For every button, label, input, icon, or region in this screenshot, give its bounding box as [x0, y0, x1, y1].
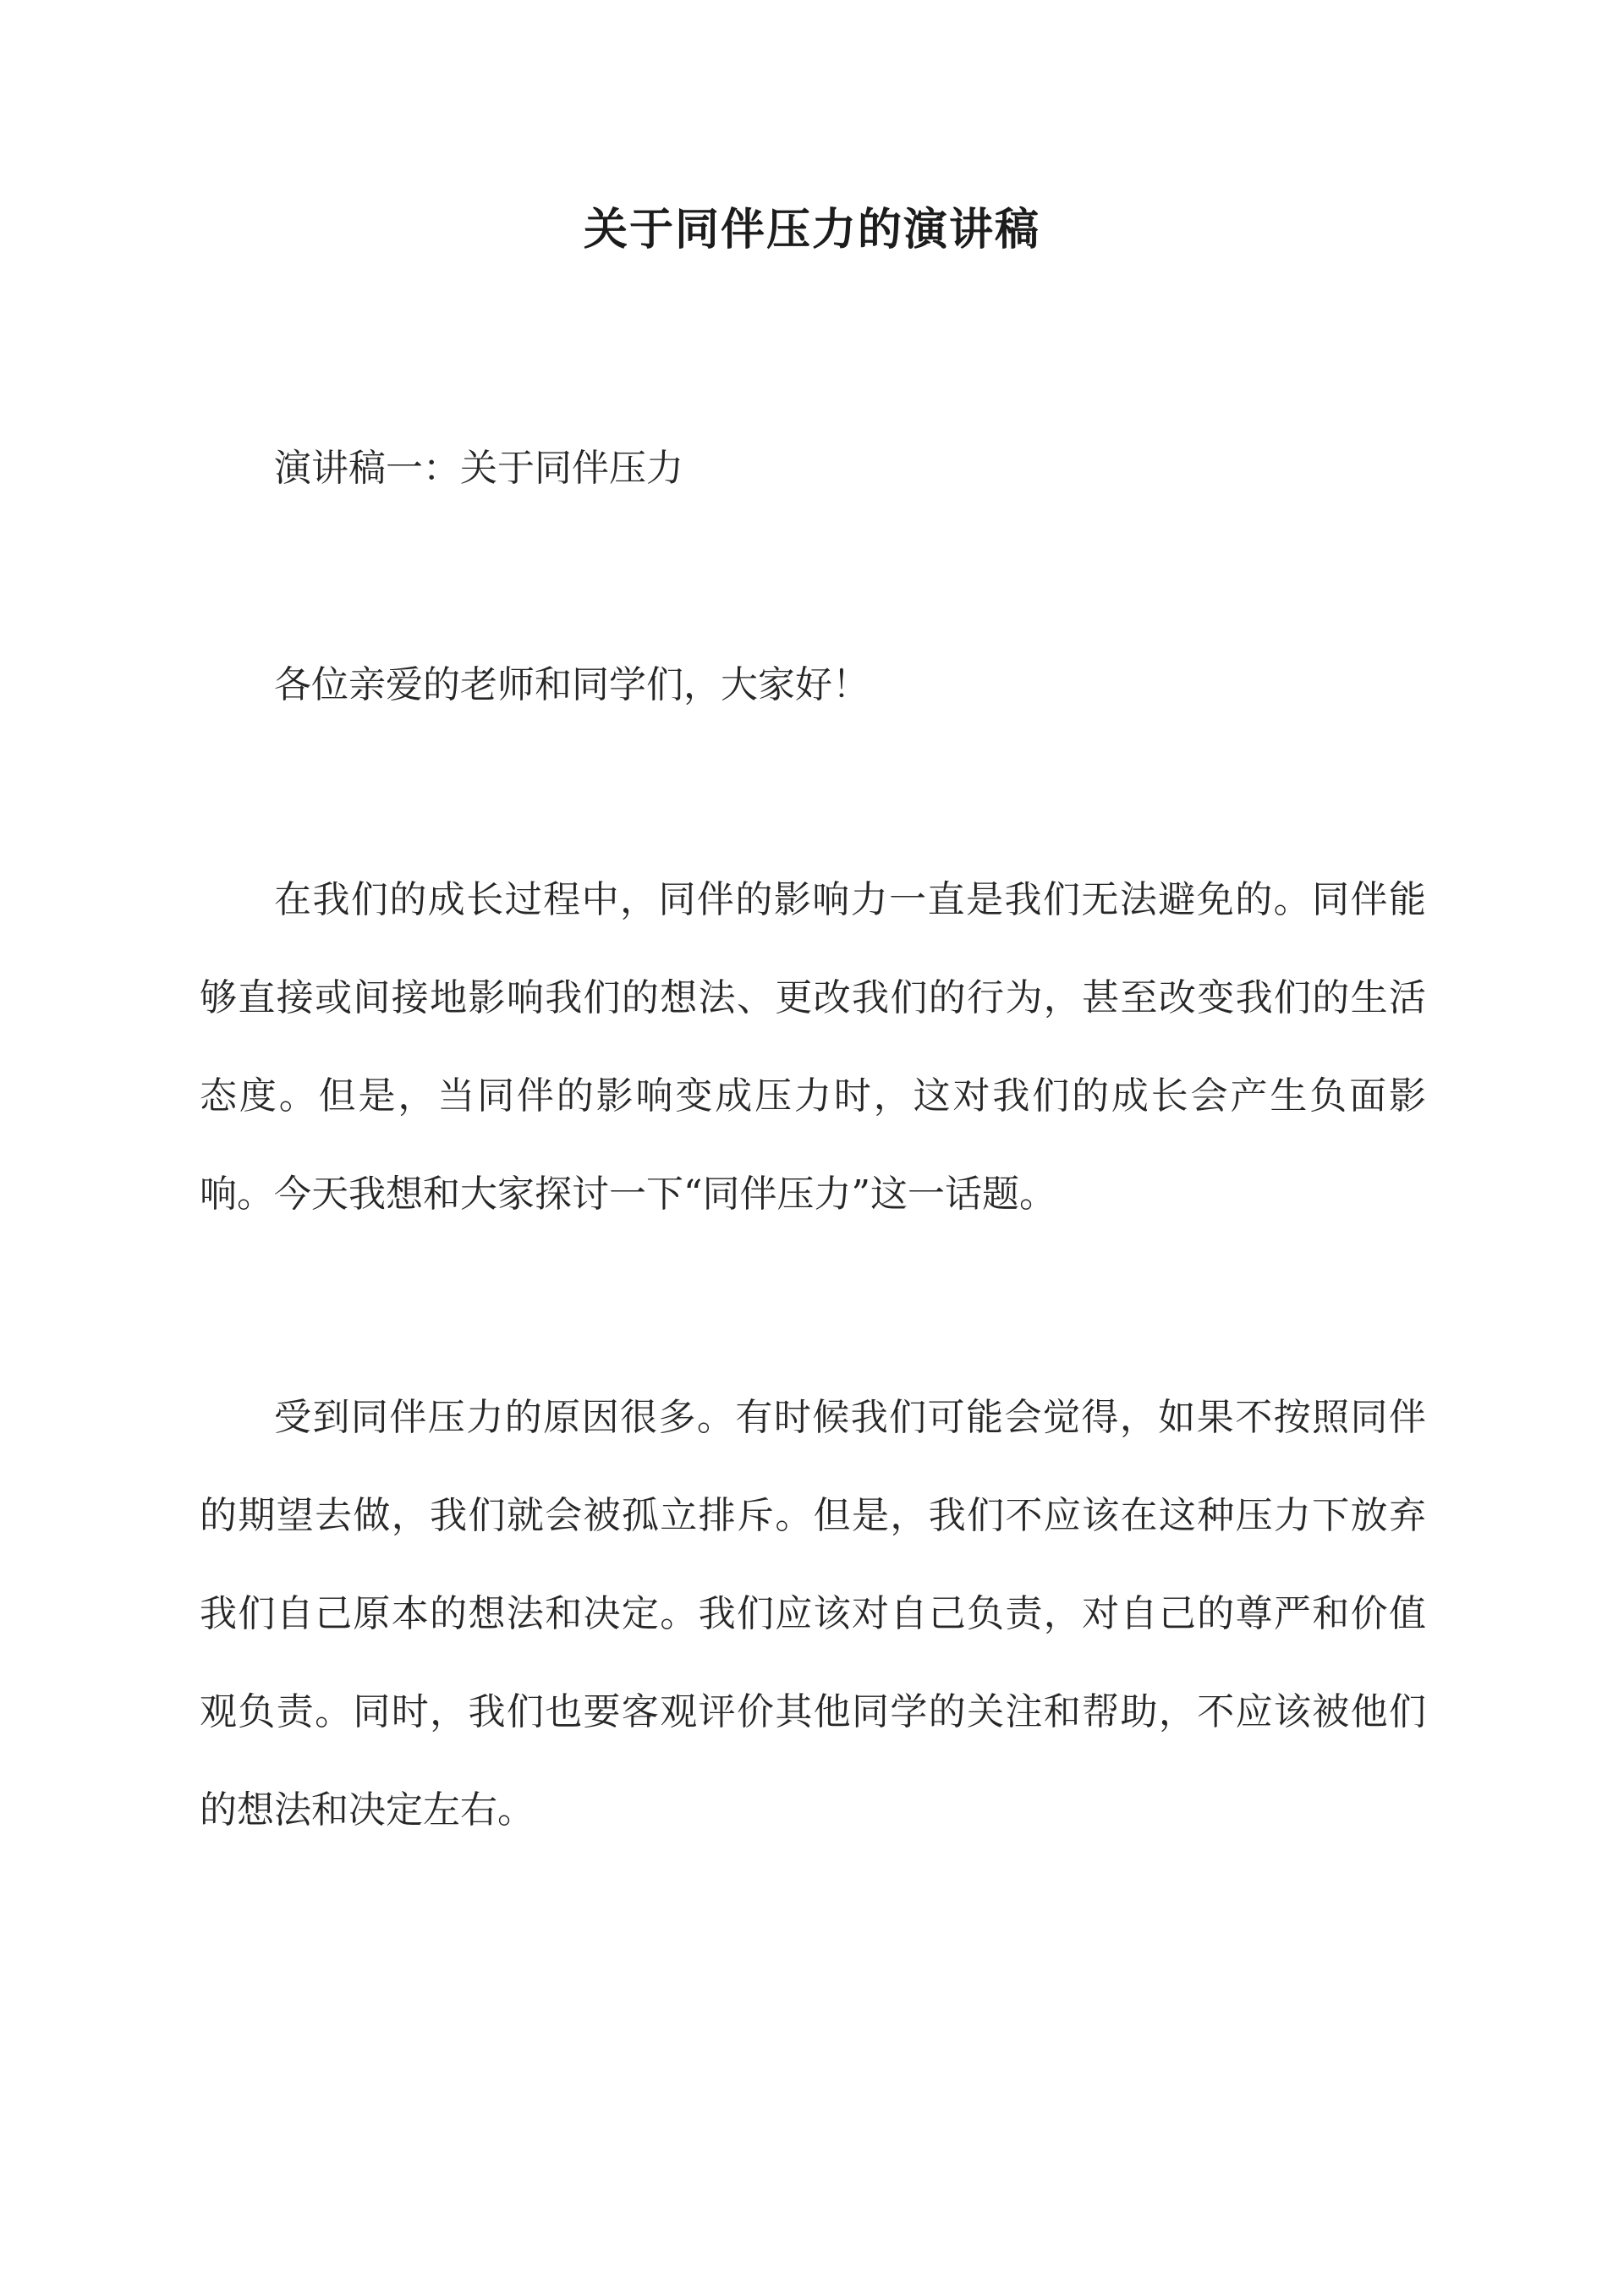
body-paragraph-2: 受到同伴压力的原因很多。有时候我们可能会觉得，如果不按照同伴的期望去做，我们就会被孤立排斥。但是，我们不应该在这种压力下放弃我们自己原本的想法和决定。我们应该对自己负责，对自己的尊严和价值观负责。同时，我们也要客观评价其他同学的关注和帮助，不应该被他们的想法和决定左右。 — [200, 1396, 1426, 1832]
speech-subheading: 演讲稿一：关于同伴压力 — [274, 447, 683, 490]
greeting-line: 各位亲爱的老师和同学们，大家好！ — [274, 663, 870, 706]
body-paragraph-1: 在我们的成长过程中，同伴的影响力一直是我们无法避免的。同伴能够直接或间接地影响我们的想法、更改我们的行为，甚至改变我们的生活态度。但是，当同伴的影响变成压力时，这对我们的成长会产生负面影响。今天我想和大家探讨一下“同伴压力”这一话题。 — [200, 878, 1426, 1216]
document-title: 关于同伴压力的演讲稿 — [583, 204, 1040, 255]
